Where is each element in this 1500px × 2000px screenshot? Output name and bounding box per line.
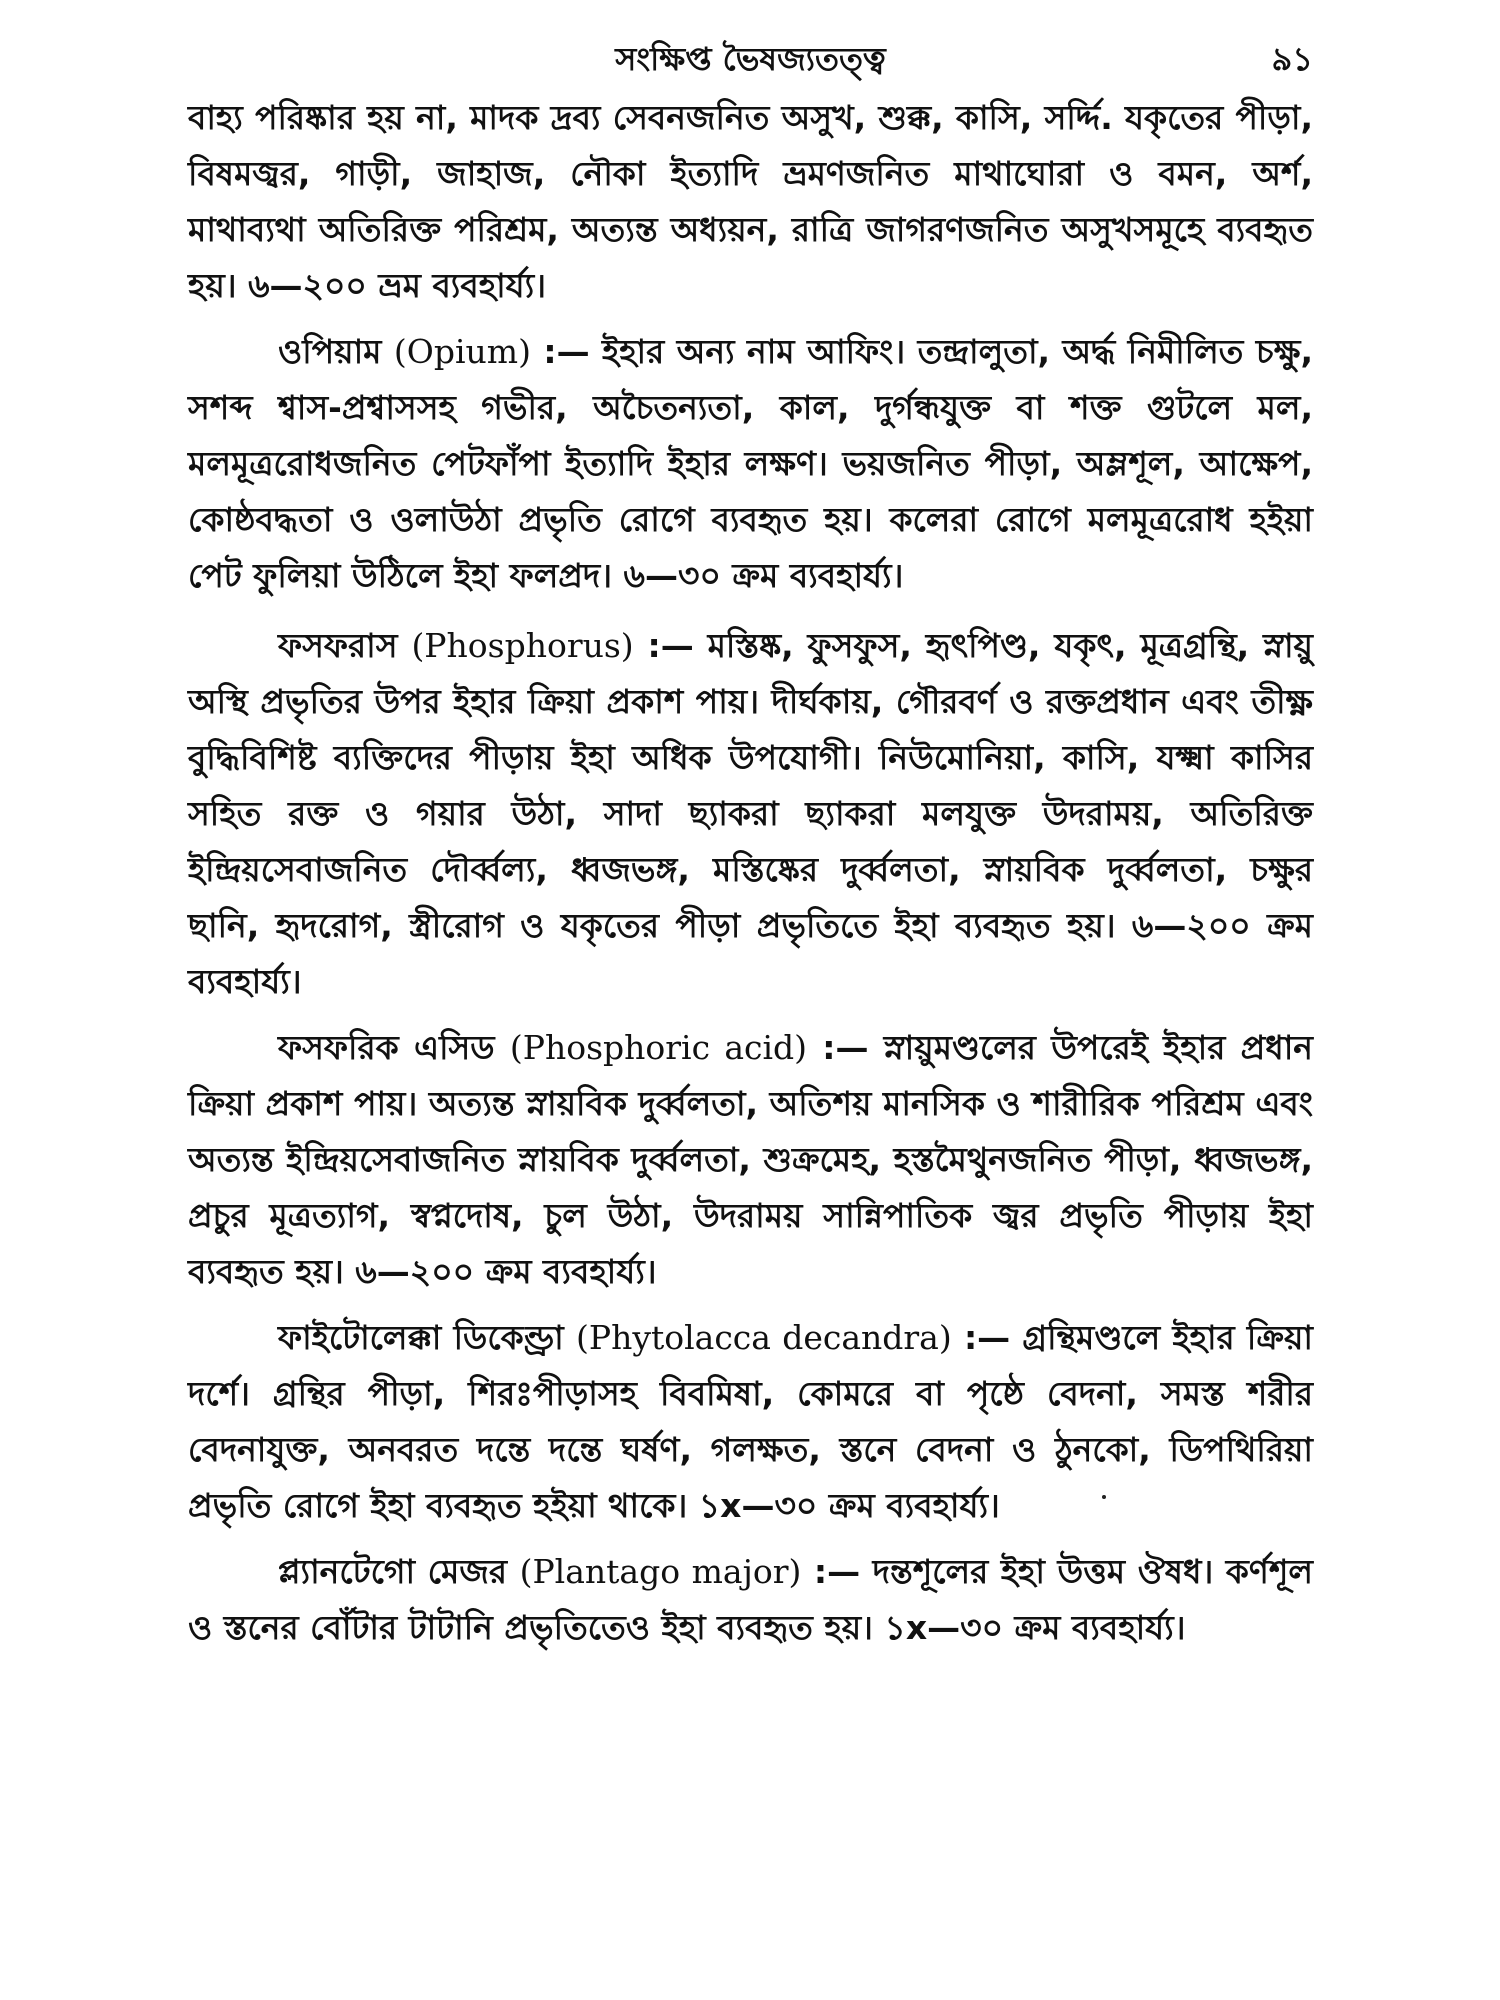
entry-name: ফসফরাস	[278, 626, 398, 665]
entry-phosphoric-acid	[188, 1020, 1313, 1300]
print-speck	[1102, 1495, 1106, 1499]
entry-description: :— ইহার অন্য নাম আফিং। তন্দ্রালুতা, অর্দ্ধ নিমীলিত চক্ষু, সশব্দ শ্বাস-প্রশ্বাসসহ গভীর, অচৈতন্যতা, কাল, দুর্গন্ধযুক্ত বা শক্ত গুটলে মল, মলমূত্ররোধজনিত পেটফাঁপা ইত্যাদি ইহার লক্ষণ। ভয়জনিত পীড়া, অম্লশূল, আক্ষেপ, কোষ্ঠবদ্ধতা ও ওলাউঠা প্রভৃতি রোগে ব্যবহৃত হয়। কলেরা রোগে মলমূত্ররোধ হইয়া পেট ফুলিয়া উঠিলে ইহা ফলপ্রদ। ৬—৩০ ক্রম ব্যবহার্য্য।	[188, 332, 1313, 595]
entry-name: ফাইটোলেক্কা ডিকেণ্ড্রা	[278, 1318, 564, 1357]
entry-latin-name: (Phytolacca decandra)	[575, 1318, 952, 1357]
entry-description: :— স্নায়ুমণ্ডলের উপরেই ইহার প্রধান ক্রিয়া প্রকাশ পায়। অত্যন্ত স্নায়বিক দুর্ব্বলতা, অতিশয় মানসিক ও শারীরিক পরিশ্রম এবং অত্যন্ত ইন্দ্রিয়সেবাজনিত স্নায়বিক দুর্ব্বলতা, শুক্রমেহ, হস্তমৈথুনজনিত পীড়া, ধ্বজভঙ্গ, প্রচুর মূত্রত্যাগ, স্বপ্নদোষ, চুল উঠা, উদরাময় সান্নিপাতিক জ্বর প্রভৃতি পীড়ায় ইহা ব্যবহৃত হয়। ৬—২০০ ক্রম ব্যবহার্য্য।	[188, 1028, 1314, 1291]
entry-description: :— দন্তশূলের ইহা উত্তম ঔষধ। কর্ণশূল ও স্তনের বোঁটার টাটানি প্রভৃতিতেও ইহা ব্যবহৃত হয়। ১x—৩০ ক্রম ব্যবহার্য্য।	[188, 1552, 1313, 1647]
paragraph-continued: বাহ্য পরিষ্কার হয় না, মাদক দ্রব্য সেবনজনিত অসুখ, শুক্ক, কাসি, সর্দ্দি. যকৃতের পীড়া, বিষমজ্বর, গাড়ী, জাহাজ, নৌকা ইত্যাদি ভ্রমণজনিত মাথাঘোরা ও বমন, অর্শ, মাথাব্যথা অতিরিক্ত পরিশ্রম, অত্যন্ত অধ্যয়ন, রাত্রি জাগরণজনিত অসুখসমূহে ব্যবহৃত হয়। ৬—২০০ ভ্রম ব্যবহার্য্য।	[188, 98, 1313, 305]
body-text	[188, 90, 1313, 1656]
entry-phosphorus	[188, 618, 1313, 1010]
page-number: ৯১	[1271, 40, 1313, 78]
entry-description: :— গ্রন্থিমণ্ডলে ইহার ক্রিয়া দর্শে। গ্রন্থির পীড়া, শিরঃপীড়াসহ বিবমিষা, কোমরে বা পৃষ্ঠে বেদনা, সমস্ত শরীর বেদনাযুক্ত, অনবরত দন্তে দন্তে ঘর্ষণ, গলক্ষত, স্তনে বেদনা ও ঠুনকো, ডিপথিরিয়া প্রভৃতি রোগে ইহা ব্যবহৃত হইয়া থাকে। ১x—৩০ ক্রম ব্যবহার্য্য।	[188, 1318, 1313, 1525]
entry-opium	[188, 324, 1313, 604]
entry-name: প্ল্যানটেগো মেজর	[278, 1552, 508, 1591]
entry-name: ফসফরিক এসিড	[278, 1028, 495, 1067]
entry-latin-name: (Phosphorus)	[411, 626, 634, 665]
entry-description: :— মস্তিষ্ক, ফুসফুস, হৃৎপিণ্ড, যকৃৎ, মূত্রগ্রন্থি, স্নায়ু অস্থি প্রভৃতির উপর ইহার ক্রিয়া প্রকাশ পায়। দীর্ঘকায়, গৌরবর্ণ ও রক্তপ্রধান এবং তীক্ষ্ণ বুদ্ধিবিশিষ্ট ব্যক্তিদের পীড়ায় ইহা অধিক উপযোগী। নিউমোনিয়া, কাসি, যক্ষ্মা কাসির সহিত রক্ত ও গয়ার উঠা, সাদা ছ্যাকরা ছ্যাকরা মলযুক্ত উদরাময়, অতিরিক্ত ইন্দ্রিয়সেবাজনিত দৌর্ব্বল্য, ধ্বজভঙ্গ, মস্তিষ্কের দুর্ব্বলতা, স্নায়বিক দুর্ব্বলতা, চক্ষুর ছানি, হৃদরোগ, স্ত্রীরোগ ও যকৃতের পীড়া প্রভৃতিতে ইহা ব্যবহৃত হয়। ৬—২০০ ক্রম ব্যবহার্য্য।	[188, 626, 1313, 1001]
running-title: সংক্ষিপ্ত ভৈষজ্যতত্ত্ব	[615, 40, 886, 78]
entry-phytolacca	[188, 1310, 1313, 1534]
entry-latin-name: (Phosphoric acid)	[509, 1028, 808, 1067]
entry-name: ওপিয়াম	[278, 332, 382, 371]
entry-plantago	[188, 1544, 1313, 1656]
entry-latin-name: (Plantago major)	[519, 1552, 802, 1591]
running-header	[188, 30, 1313, 90]
book-page	[188, 30, 1313, 1980]
entry-latin-name: (Opium)	[393, 332, 531, 371]
